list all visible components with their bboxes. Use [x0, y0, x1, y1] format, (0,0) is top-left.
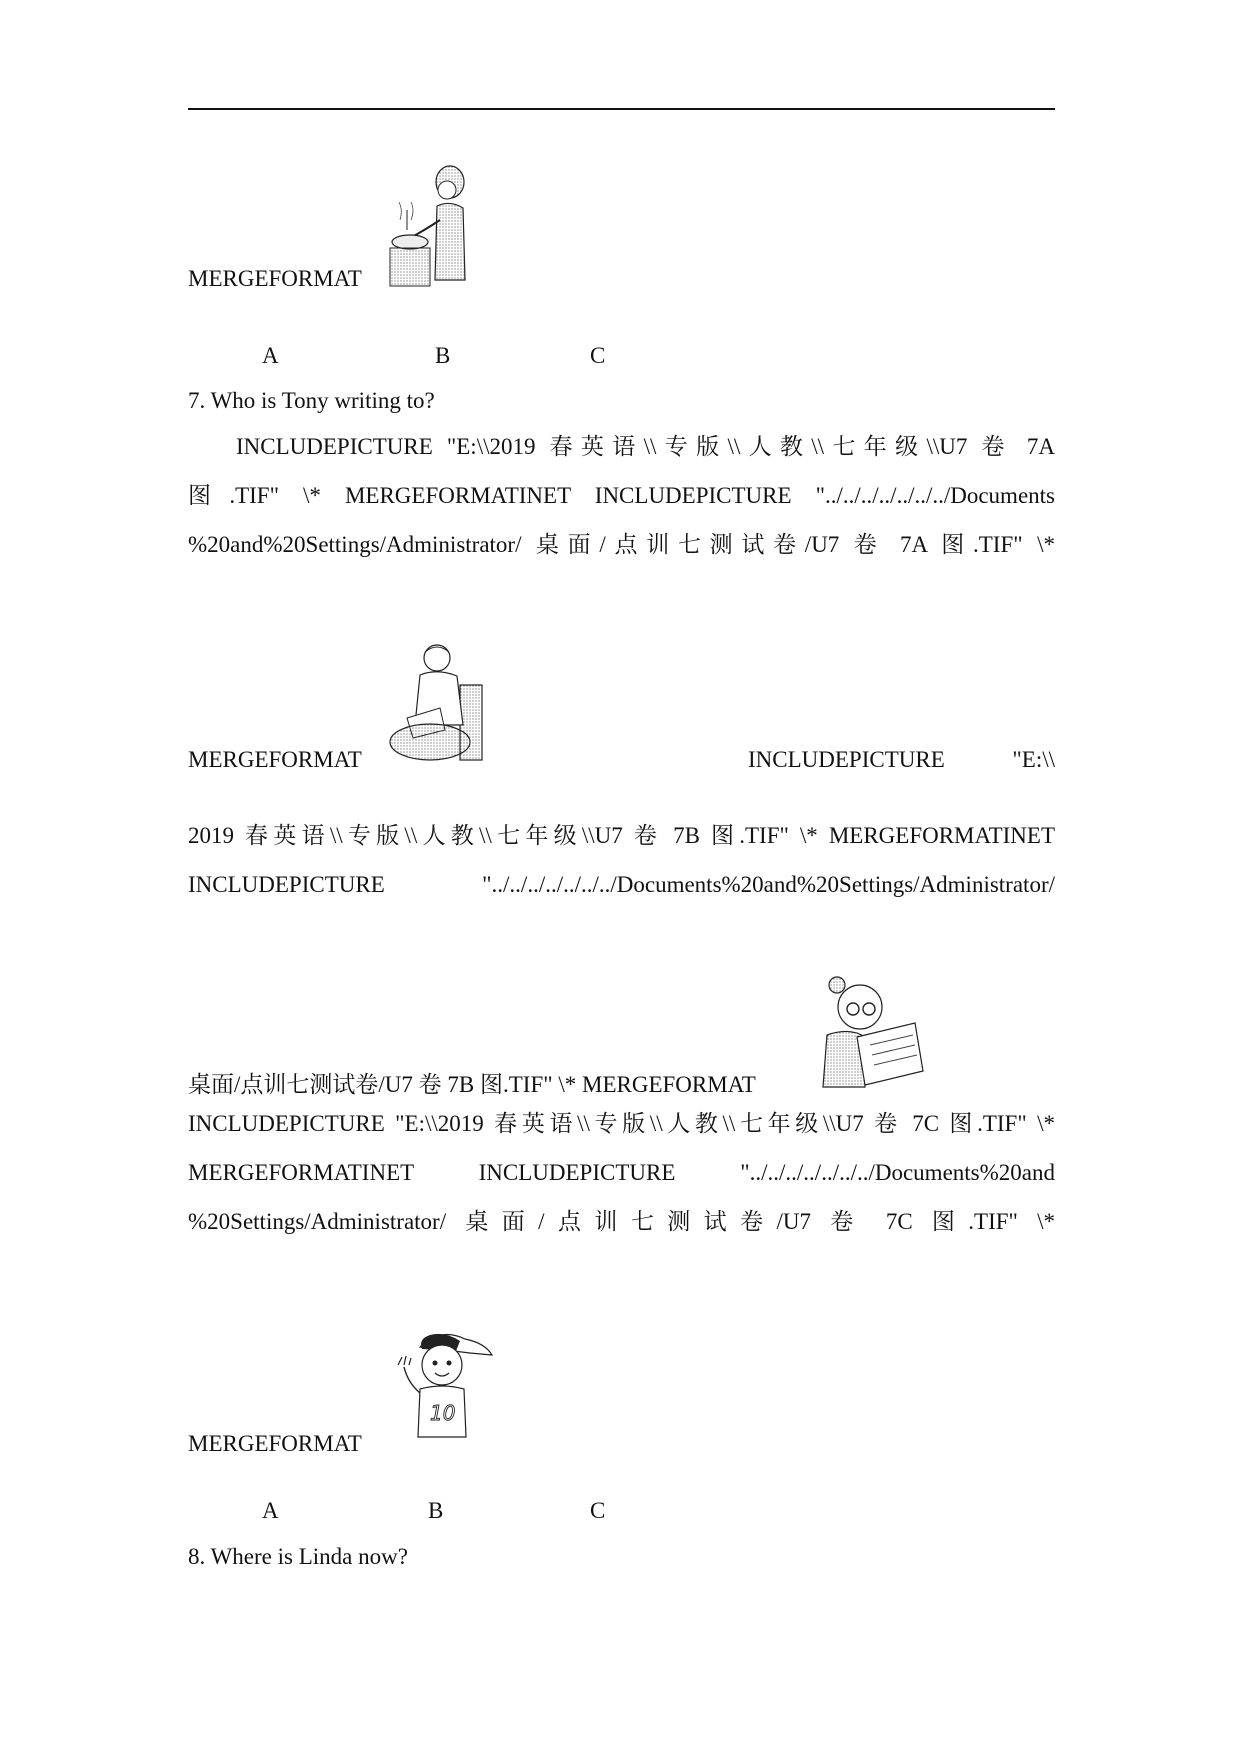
- q7-option-c: C: [590, 1498, 606, 1523]
- q7-a-code-line-3: %20and%20Settings/Administrator/ 桌面/点训七测试卷/U7 卷 7A 图.TIF" \*: [188, 532, 1055, 557]
- q7-b-code-end: 桌面/点训七测试卷/U7 卷 7B 图.TIF" \* MERGEFORMAT: [188, 1072, 756, 1097]
- q6-option-b: B: [435, 343, 451, 368]
- q8-title: 8. Where is Linda now?: [188, 1544, 408, 1569]
- q7-title: 7. Who is Tony writing to?: [188, 388, 435, 413]
- q7-c-code-line-3: %20Settings/Administrator/ 桌面/点训七测试卷/U7 卷 7C 图.TIF" \*: [188, 1209, 1055, 1234]
- q6-mergeformat: MERGEFORMAT: [188, 266, 362, 291]
- q7-b-code-line-1: 2019 春英语\\专版\\人教\\七年级\\U7 卷 7B 图.TIF" \* MERGEFORMATINET: [188, 823, 1055, 848]
- q7-a-code-line-1: INCLUDEPICTURE "E:\\2019 春英语\\专版\\人教\\七年级\\U7 卷 7A: [236, 434, 1055, 459]
- q7-b-include: INCLUDEPICTURE "E:\\: [748, 747, 1055, 772]
- q7-a-code-line-2: 图.TIF" \* MERGEFORMATINET INCLUDEPICTURE "../../../../../../../Documents: [188, 483, 1055, 508]
- header-rule: [188, 108, 1055, 110]
- q7-a-mergeformat: MERGEFORMAT: [188, 747, 362, 772]
- q7-c-code-line-2: MERGEFORMATINET INCLUDEPICTURE "../../../../../../../Documents%20and: [188, 1160, 1055, 1185]
- q6-option-a: A: [262, 343, 279, 368]
- woman-reading-newspaper-image: [815, 975, 930, 1090]
- q7-c-mergeformat: MERGEFORMAT: [188, 1431, 362, 1456]
- q7-c-code-line-1: INCLUDEPICTURE "E:\\2019 春英语\\专版\\人教\\七年级\\U7 卷 7C 图.TIF" \*: [188, 1111, 1055, 1136]
- svg-text:10: 10: [430, 1401, 456, 1425]
- old-man-reading-image: [385, 640, 490, 765]
- q7-b-code-line-2: INCLUDEPICTURE "../../../../../../../Documents%20and%20Settings/Administrator/: [188, 872, 1055, 897]
- cooking-woman-image: [385, 160, 480, 290]
- q6-option-c: C: [590, 343, 606, 368]
- q7-option-a: A: [262, 1498, 279, 1523]
- q7-option-b: B: [428, 1498, 444, 1523]
- boy-waving-image: [390, 1325, 500, 1450]
